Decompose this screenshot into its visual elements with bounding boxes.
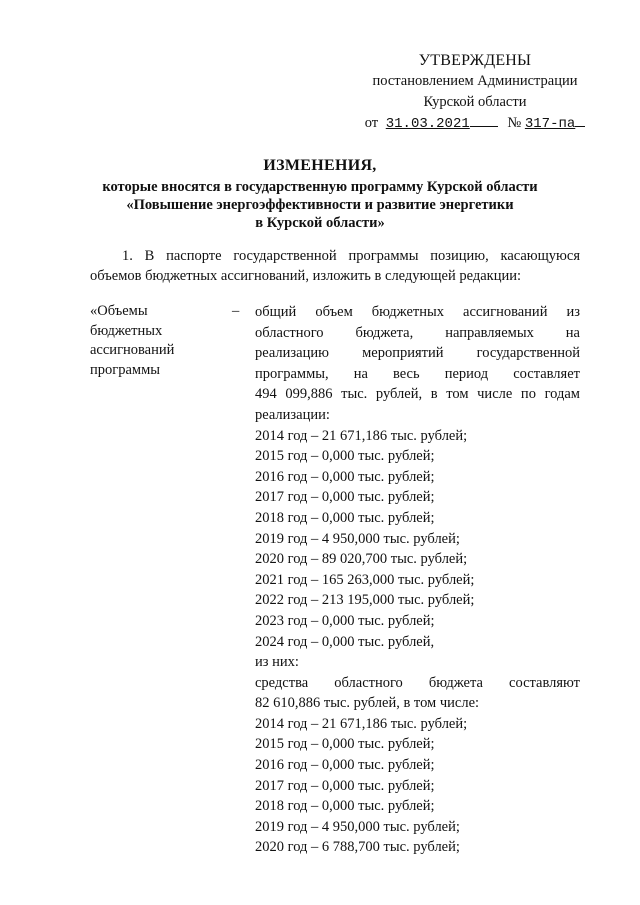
year-amount-line: 2019 год – 4 950,000 тыс. рублей; bbox=[255, 818, 460, 835]
position-text bbox=[255, 302, 580, 858]
year-amount-line: 2019 год – 4 950,000 тыс. рублей; bbox=[255, 530, 460, 547]
year-amount-line: 2018 год – 0,000 тыс. рублей; bbox=[255, 798, 435, 815]
year-amount-line: 2017 год – 0,000 тыс. рублей; bbox=[255, 489, 435, 506]
document-heading bbox=[70, 157, 570, 232]
year-amount-line: 2021 год – 165 263,000 тыс. рублей; bbox=[255, 571, 475, 588]
number-sign: № bbox=[507, 115, 522, 131]
year-amount-line: 2020 год – 89 020,700 тыс. рублей; bbox=[255, 551, 468, 568]
number-underline bbox=[575, 125, 585, 127]
year-amount-line: 2020 год – 6 788,700 тыс. рублей; bbox=[255, 839, 460, 856]
year-amount-line: 2016 год – 0,000 тыс. рублей; bbox=[255, 468, 435, 485]
approval-date: 31.03.2021 bbox=[385, 116, 470, 132]
position-text-line: 82 610,886 тыс. рублей, в том числе: bbox=[255, 695, 480, 712]
year-amount-line: 2015 год – 0,000 тыс. рублей; bbox=[255, 448, 435, 465]
position-dash: – bbox=[232, 303, 240, 319]
year-amount-line: 2022 год – 213 195,000 тыс. рублей; bbox=[255, 592, 475, 609]
position-text-line: реализации: bbox=[255, 406, 330, 423]
heading-title: ИЗМЕНЕНИЯ, bbox=[263, 157, 377, 174]
date-prefix: от bbox=[364, 115, 379, 131]
position-text-line: областного бюджета, направляемых на bbox=[255, 324, 580, 341]
year-amount-line: 2023 год – 0,000 тыс. рублей; bbox=[255, 612, 435, 629]
position-text-line: программы, на весь период составляет bbox=[255, 365, 580, 382]
approval-number: 317-па bbox=[524, 116, 576, 132]
position-text-line: реализацию мероприятий государственной bbox=[255, 345, 580, 362]
position-label-line: «Объемы bbox=[90, 303, 148, 319]
position-text-line: 494 099,886 тыс. рублей, в том числе по годам bbox=[255, 386, 580, 403]
position-text-line: средства областного бюджета составляют bbox=[255, 674, 580, 691]
year-amount-line: 2014 год – 21 671,186 тыс. рублей; bbox=[255, 427, 468, 444]
year-amount-line: 2018 год – 0,000 тыс. рублей; bbox=[255, 509, 435, 526]
year-amount-line: 2017 год – 0,000 тыс. рублей; bbox=[255, 777, 435, 794]
position-text-line: из них: bbox=[255, 654, 299, 671]
year-amount-line: 2016 год – 0,000 тыс. рублей; bbox=[255, 757, 435, 774]
intro-paragraph: 1. В паспорте государственной программы позицию, касающуюся объемов бюджетных ассигнований, изложить в следующей редакции: bbox=[90, 248, 580, 284]
year-amount-line: 2014 год – 21 671,186 тыс. рублей; bbox=[255, 715, 468, 732]
approval-block bbox=[360, 50, 590, 135]
approval-date-line bbox=[360, 113, 590, 135]
year-amount-line: 2015 год – 0,000 тыс. рублей; bbox=[255, 736, 435, 753]
position-label-line: программы bbox=[90, 361, 160, 378]
heading-line-2: «Повышение энергоэффективности и развитие энергетики bbox=[126, 197, 514, 213]
position-label-line: ассигнований bbox=[90, 342, 175, 359]
position-label-line: бюджетных bbox=[90, 322, 163, 339]
approval-title: УТВЕРЖДЕНЫ bbox=[418, 52, 532, 69]
approval-line-2: Курской области bbox=[423, 94, 527, 110]
date-underline bbox=[470, 125, 498, 127]
heading-line-3: в Курской области» bbox=[255, 215, 385, 231]
year-amount-line: 2024 год – 0,000 тыс. рублей, bbox=[255, 633, 435, 650]
heading-line-1: которые вносятся в государственную программу Курской области bbox=[102, 179, 538, 195]
position-text-line: общий объем бюджетных ассигнований из bbox=[255, 304, 580, 320]
position-label bbox=[90, 302, 230, 380]
approval-line-1: постановлением Администрации bbox=[372, 73, 578, 89]
